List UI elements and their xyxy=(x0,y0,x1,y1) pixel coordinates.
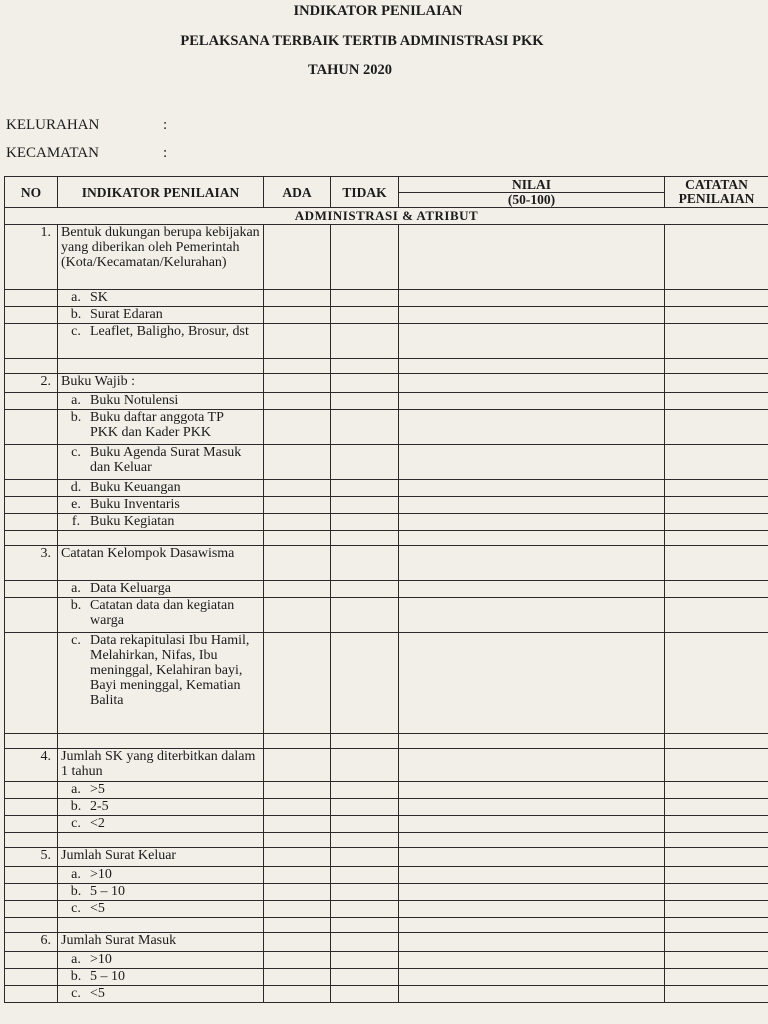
cell-nilai xyxy=(399,816,665,833)
sub-item-row xyxy=(5,410,768,445)
sub-item-row xyxy=(5,816,768,833)
cell-ada xyxy=(264,324,331,359)
sub-item-text: Data rekapitulasi Ibu Hamil, Melahirkan, Nifas, Ibu meninggal, Kelahiran bayi, Bayi meninggal, Kematian Balita xyxy=(90,633,250,708)
cell-no-empty xyxy=(5,290,58,307)
sub-item xyxy=(58,867,264,884)
col-header-tidak: TIDAK xyxy=(331,177,399,208)
cell-ada xyxy=(264,393,331,410)
sub-item-row xyxy=(5,290,768,307)
cell-tidak xyxy=(331,799,399,816)
col-header-nilai xyxy=(399,177,665,208)
section-title-row xyxy=(5,208,768,225)
sub-item-text: <5 xyxy=(90,901,105,916)
cell-no-empty xyxy=(5,324,58,359)
sub-item xyxy=(58,799,264,816)
spacer-cell xyxy=(399,734,665,749)
cell-catatan xyxy=(665,799,768,816)
cell-tidak xyxy=(331,324,399,359)
spacer-row xyxy=(5,734,768,749)
cell-no-empty xyxy=(5,598,58,633)
sub-item-letter: d. xyxy=(70,480,82,495)
cell-no-empty xyxy=(5,782,58,799)
sub-item-text: 5 – 10 xyxy=(90,884,125,899)
indicator-row xyxy=(5,225,768,290)
cell-nilai xyxy=(399,497,665,514)
cell-tidak xyxy=(331,867,399,884)
cell-no-empty xyxy=(5,307,58,324)
sub-item-letter: b. xyxy=(70,410,82,425)
cell-ada xyxy=(264,969,331,986)
cell-tidak xyxy=(331,225,399,290)
spacer-row xyxy=(5,359,768,374)
nilai-label: NILAI xyxy=(399,178,664,193)
spacer-cell xyxy=(331,918,399,933)
sub-item-letter: f. xyxy=(71,514,81,529)
cell-catatan xyxy=(665,497,768,514)
sub-item-row xyxy=(5,799,768,816)
cell-ada xyxy=(264,848,331,867)
cell-tidak xyxy=(331,633,399,734)
kecamatan-label: KECAMATAN xyxy=(6,145,99,161)
cell-tidak xyxy=(331,749,399,782)
sub-item-row xyxy=(5,324,768,359)
sub-item xyxy=(58,901,264,918)
sub-item-text: Buku Inventaris xyxy=(90,497,180,512)
cell-ada xyxy=(264,816,331,833)
indicator-row xyxy=(5,546,768,581)
cell-no-empty xyxy=(5,393,58,410)
cell-nilai xyxy=(399,225,665,290)
cell-ada xyxy=(264,225,331,290)
cell-nilai xyxy=(399,901,665,918)
sub-item xyxy=(58,307,264,324)
sub-item-letter: c. xyxy=(71,633,81,648)
cell-nilai xyxy=(399,782,665,799)
sub-item-text: Buku Keuangan xyxy=(90,480,181,495)
sub-item-text: Buku daftar anggota TP PKK dan Kader PKK xyxy=(90,410,224,440)
sub-item xyxy=(58,598,264,633)
sub-item xyxy=(58,952,264,969)
sub-item-letter: a. xyxy=(71,782,81,797)
spacer-cell xyxy=(58,918,264,933)
cell-catatan xyxy=(665,225,768,290)
sub-item-row xyxy=(5,884,768,901)
table-header-row xyxy=(5,177,768,208)
sub-item-letter: c. xyxy=(71,324,81,339)
cell-no-empty xyxy=(5,816,58,833)
cell-ada xyxy=(264,749,331,782)
cell-tidak xyxy=(331,933,399,952)
cell-nilai xyxy=(399,848,665,867)
sub-item-text: <5 xyxy=(90,986,105,1001)
cell-nilai xyxy=(399,749,665,782)
spacer-cell xyxy=(264,359,331,374)
kecamatan-colon: : xyxy=(163,145,168,161)
indicator-number: 1. xyxy=(5,225,58,290)
spacer-cell xyxy=(665,531,768,546)
sub-item xyxy=(58,581,264,598)
cell-tidak xyxy=(331,290,399,307)
sub-item xyxy=(58,884,264,901)
cell-catatan xyxy=(665,546,768,581)
sub-item xyxy=(58,324,264,359)
sub-item-letter: c. xyxy=(71,986,81,1001)
cell-nilai xyxy=(399,799,665,816)
cell-no-empty xyxy=(5,445,58,480)
cell-nilai xyxy=(399,410,665,445)
cell-nilai xyxy=(399,514,665,531)
cell-catatan xyxy=(665,393,768,410)
cell-ada xyxy=(264,497,331,514)
cell-no-empty xyxy=(5,497,58,514)
cell-catatan xyxy=(665,901,768,918)
cell-tidak xyxy=(331,598,399,633)
cell-tidak xyxy=(331,782,399,799)
cell-tidak xyxy=(331,901,399,918)
cell-no-empty xyxy=(5,867,58,884)
spacer-cell xyxy=(5,734,58,749)
cell-no-empty xyxy=(5,799,58,816)
sub-item-text: <2 xyxy=(90,816,105,831)
sub-item xyxy=(58,410,264,445)
sub-item-text: Buku Notulensi xyxy=(90,393,179,408)
sub-item xyxy=(58,445,264,480)
indicator-title: Bentuk dukungan berupa kebijakan yang diberikan oleh Pemerintah (Kota/Kecamatan/Kelurahan) xyxy=(58,225,264,290)
sub-item xyxy=(58,480,264,497)
spacer-cell xyxy=(5,918,58,933)
cell-ada xyxy=(264,986,331,1003)
sub-item-row xyxy=(5,393,768,410)
cell-nilai xyxy=(399,986,665,1003)
cell-nilai xyxy=(399,324,665,359)
cell-catatan xyxy=(665,986,768,1003)
cell-catatan xyxy=(665,514,768,531)
spacer-cell xyxy=(58,359,264,374)
col-header-no: NO xyxy=(5,177,58,208)
cell-nilai xyxy=(399,445,665,480)
cell-no-empty xyxy=(5,410,58,445)
cell-no-empty xyxy=(5,581,58,598)
spacer-cell xyxy=(264,531,331,546)
sub-item-letter: c. xyxy=(71,445,81,460)
spacer-cell xyxy=(58,734,264,749)
cell-catatan xyxy=(665,480,768,497)
col-header-catatan: CATATAN PENILAIAN xyxy=(665,177,768,208)
col-header-indikator: INDIKATOR PENILAIAN xyxy=(58,177,264,208)
sub-item-letter: b. xyxy=(70,969,82,984)
cell-tidak xyxy=(331,952,399,969)
cell-tidak xyxy=(331,445,399,480)
sub-item-letter: b. xyxy=(70,307,82,322)
sub-item-row xyxy=(5,581,768,598)
cell-ada xyxy=(264,290,331,307)
kecamatan-field xyxy=(6,145,168,162)
cell-nilai xyxy=(399,598,665,633)
spacer-cell xyxy=(331,833,399,848)
sub-item xyxy=(58,782,264,799)
spacer-cell xyxy=(264,734,331,749)
sub-item-text: Buku Kegiatan xyxy=(90,514,175,529)
sub-item-letter: b. xyxy=(70,799,82,814)
cell-nilai xyxy=(399,867,665,884)
cell-ada xyxy=(264,633,331,734)
cell-no-empty xyxy=(5,901,58,918)
cell-nilai xyxy=(399,884,665,901)
sub-item-text: >10 xyxy=(90,867,112,882)
spacer-cell xyxy=(399,833,665,848)
sub-item-letter: a. xyxy=(71,393,81,408)
cell-nilai xyxy=(399,581,665,598)
cell-no-empty xyxy=(5,969,58,986)
spacer-cell xyxy=(264,918,331,933)
cell-tidak xyxy=(331,969,399,986)
cell-catatan xyxy=(665,445,768,480)
indicator-row xyxy=(5,848,768,867)
spacer-cell xyxy=(5,833,58,848)
cell-nilai xyxy=(399,480,665,497)
cell-catatan xyxy=(665,581,768,598)
cell-ada xyxy=(264,884,331,901)
sub-item xyxy=(58,633,264,734)
doc-title-line-1: INDIKATOR PENILAIAN xyxy=(293,3,463,19)
assessment-table xyxy=(4,176,768,1003)
cell-nilai xyxy=(399,374,665,393)
cell-no-empty xyxy=(5,884,58,901)
cell-no-empty xyxy=(5,633,58,734)
cell-nilai xyxy=(399,393,665,410)
cell-ada xyxy=(264,901,331,918)
cell-nilai xyxy=(399,307,665,324)
cell-nilai xyxy=(399,969,665,986)
spacer-cell xyxy=(5,359,58,374)
sub-item-letter: a. xyxy=(71,581,81,596)
cell-tidak xyxy=(331,848,399,867)
cell-no-empty xyxy=(5,952,58,969)
spacer-cell xyxy=(331,734,399,749)
cell-ada xyxy=(264,445,331,480)
sub-item-row xyxy=(5,598,768,633)
sub-item-row xyxy=(5,952,768,969)
spacer-cell xyxy=(5,531,58,546)
indicator-number: 3. xyxy=(5,546,58,581)
spacer-row xyxy=(5,918,768,933)
spacer-row xyxy=(5,833,768,848)
cell-ada xyxy=(264,514,331,531)
cell-nilai xyxy=(399,546,665,581)
cell-catatan xyxy=(665,816,768,833)
cell-tidak xyxy=(331,410,399,445)
spacer-cell xyxy=(58,531,264,546)
sub-item-letter: b. xyxy=(70,884,82,899)
indicator-title: Jumlah Surat Keluar xyxy=(58,848,264,867)
indicator-title: Jumlah SK yang diterbitkan dalam 1 tahun xyxy=(58,749,264,782)
cell-catatan xyxy=(665,969,768,986)
sub-item-row xyxy=(5,445,768,480)
cell-catatan xyxy=(665,410,768,445)
cell-catatan xyxy=(665,867,768,884)
kelurahan-colon: : xyxy=(163,117,168,133)
sub-item xyxy=(58,986,264,1003)
cell-ada xyxy=(264,799,331,816)
spacer-cell xyxy=(399,359,665,374)
cell-ada xyxy=(264,480,331,497)
cell-nilai xyxy=(399,633,665,734)
sub-item-row xyxy=(5,497,768,514)
cell-ada xyxy=(264,867,331,884)
spacer-cell xyxy=(399,918,665,933)
cell-tidak xyxy=(331,393,399,410)
sub-item-letter: c. xyxy=(71,901,81,916)
indicator-title: Catatan Kelompok Dasawisma xyxy=(58,546,264,581)
cell-tidak xyxy=(331,307,399,324)
cell-tidak xyxy=(331,816,399,833)
cell-tidak xyxy=(331,514,399,531)
indicator-number: 2. xyxy=(5,374,58,393)
indicator-number: 5. xyxy=(5,848,58,867)
cell-catatan xyxy=(665,848,768,867)
sub-item-row xyxy=(5,633,768,734)
sub-item-text: Surat Edaran xyxy=(90,307,163,322)
spacer-cell xyxy=(665,833,768,848)
cell-ada xyxy=(264,598,331,633)
sub-item-text: Data Keluarga xyxy=(90,581,171,596)
cell-nilai xyxy=(399,933,665,952)
sub-item-text: Buku Agenda Surat Masuk dan Keluar xyxy=(90,445,242,475)
spacer-cell xyxy=(331,531,399,546)
cell-tidak xyxy=(331,546,399,581)
spacer-cell xyxy=(58,833,264,848)
sub-item-text: 5 – 10 xyxy=(90,969,125,984)
cell-catatan xyxy=(665,633,768,734)
sub-item xyxy=(58,497,264,514)
sub-item-row xyxy=(5,969,768,986)
sub-item xyxy=(58,393,264,410)
cell-catatan xyxy=(665,933,768,952)
sub-item-letter: a. xyxy=(71,290,81,305)
indicator-row xyxy=(5,374,768,393)
cell-tidak xyxy=(331,497,399,514)
cell-catatan xyxy=(665,290,768,307)
sub-item-row xyxy=(5,867,768,884)
spacer-cell xyxy=(331,359,399,374)
cell-catatan xyxy=(665,952,768,969)
cell-ada xyxy=(264,782,331,799)
cell-catatan xyxy=(665,782,768,799)
doc-title-line-2: PELAKSANA TERBAIK TERTIB ADMINISTRASI PKK xyxy=(180,33,544,49)
sub-item-row xyxy=(5,514,768,531)
cell-catatan xyxy=(665,374,768,393)
sub-item-letter: a. xyxy=(71,867,81,882)
cell-no-empty xyxy=(5,986,58,1003)
cell-catatan xyxy=(665,598,768,633)
doc-title-line-3: TAHUN 2020 xyxy=(308,62,392,78)
spacer-cell xyxy=(665,918,768,933)
cell-ada xyxy=(264,546,331,581)
indicator-title: Buku Wajib : xyxy=(58,374,264,393)
nilai-range: (50-100) xyxy=(507,191,556,207)
indicator-title: Jumlah Surat Masuk xyxy=(58,933,264,952)
sub-item-row xyxy=(5,480,768,497)
cell-catatan xyxy=(665,884,768,901)
spacer-cell xyxy=(264,833,331,848)
sub-item xyxy=(58,969,264,986)
sub-item-text: Leaflet, Baligho, Brosur, dst xyxy=(90,324,249,339)
cell-no-empty xyxy=(5,514,58,531)
sub-item xyxy=(58,514,264,531)
spacer-cell xyxy=(665,734,768,749)
sub-item xyxy=(58,816,264,833)
kelurahan-label: KELURAHAN xyxy=(6,117,100,133)
sub-item-letter: e. xyxy=(71,497,81,512)
cell-nilai xyxy=(399,952,665,969)
cell-ada xyxy=(264,374,331,393)
sub-item-row xyxy=(5,901,768,918)
sub-item-letter: c. xyxy=(71,816,81,831)
cell-ada xyxy=(264,581,331,598)
cell-ada xyxy=(264,410,331,445)
sub-item-text: Catatan data dan kegiatan warga xyxy=(90,598,235,628)
indicator-number: 6. xyxy=(5,933,58,952)
cell-tidak xyxy=(331,374,399,393)
sub-item-letter: a. xyxy=(71,952,81,967)
sub-item xyxy=(58,290,264,307)
section-title: ADMINISTRASI & ATRIBUT xyxy=(5,208,768,225)
cell-tidak xyxy=(331,884,399,901)
indicator-number: 4. xyxy=(5,749,58,782)
indicator-row xyxy=(5,749,768,782)
sub-item-row xyxy=(5,986,768,1003)
cell-ada xyxy=(264,952,331,969)
sub-item-row xyxy=(5,307,768,324)
spacer-cell xyxy=(399,531,665,546)
cell-tidak xyxy=(331,480,399,497)
spacer-row xyxy=(5,531,768,546)
cell-catatan xyxy=(665,749,768,782)
cell-nilai xyxy=(399,290,665,307)
sub-item-text: 2-5 xyxy=(90,799,109,814)
cell-tidak xyxy=(331,986,399,1003)
cell-catatan xyxy=(665,324,768,359)
cell-no-empty xyxy=(5,480,58,497)
sub-item-text: SK xyxy=(90,290,108,305)
kelurahan-field xyxy=(6,117,168,134)
col-header-ada: ADA xyxy=(264,177,331,208)
cell-tidak xyxy=(331,581,399,598)
sub-item-text: >10 xyxy=(90,952,112,967)
cell-ada xyxy=(264,933,331,952)
sub-item-row xyxy=(5,782,768,799)
sub-item-text: >5 xyxy=(90,782,105,797)
cell-ada xyxy=(264,307,331,324)
sub-item-letter: b. xyxy=(70,598,82,613)
cell-catatan xyxy=(665,307,768,324)
spacer-cell xyxy=(665,359,768,374)
indicator-row xyxy=(5,933,768,952)
